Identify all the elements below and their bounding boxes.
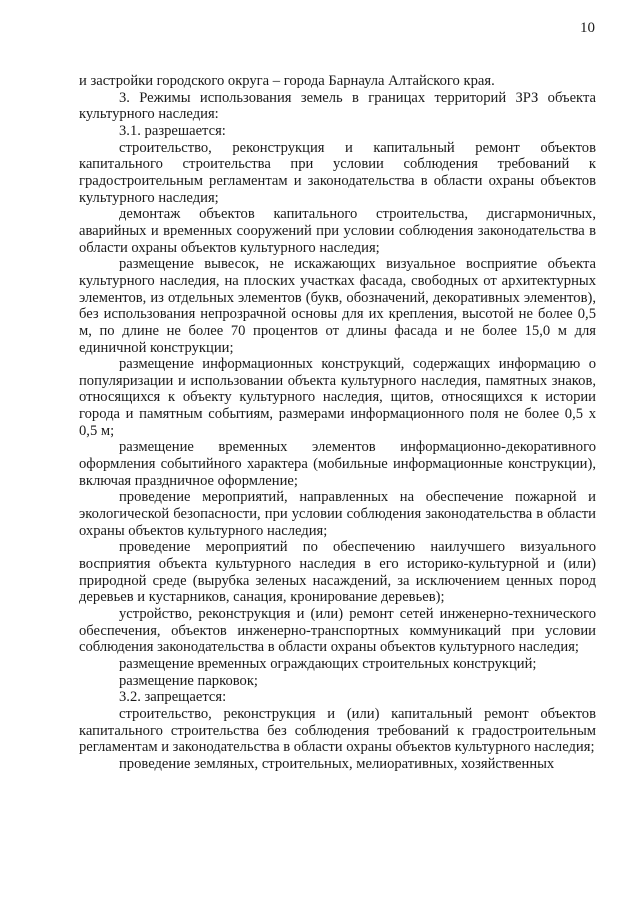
paragraph: размещение парковок; [119, 672, 258, 689]
paragraph: размещение временных элементов информационно-декоративного оформления событийного характера (мобильные информационные конструкции), включая праздничное оформление; [79, 439, 596, 489]
paragraph: и застройки городского округа – города Барнаула Алтайского края. [79, 73, 495, 89]
paragraph: 3.1. разрешается: [119, 122, 226, 139]
paragraph: размещение информационных конструкций, содержащих информацию о популяризации и использовании объекта культурного наследия, памятных знаков, относящихся к объекту культурного наследия, щитов, относящихся к истории города и памятным событиям, размерами информационного поля не более 0,5 х 0,5 м; [79, 356, 596, 439]
paragraph: проведение мероприятий, направленных на обеспечение пожарной и экологической безопасности, при условии соблюдения законодательства в области охраны объектов культурного наследия; [79, 489, 596, 539]
document-body [79, 73, 596, 773]
paragraph: 3.2. запрещается: [119, 689, 227, 706]
paragraph: строительство, реконструкция и (или) капитальный ремонт объектов капитального строительства без соблюдения требований к градостроительным регламентам и законодательства в области охраны объектов культурного наследия; [79, 705, 596, 756]
paragraph: проведение мероприятий по обеспечению наилучшего визуального восприятия объекта культурного наследия в его историко-культурной и (или) природной среде (вырубка зеленых насаждений, за исключением ценных пород деревьев и кустарников, санация, кронирование деревьев); [79, 539, 596, 606]
paragraph: демонтаж объектов капитального строительства, дисгармоничных, аварийных и временных сооружений при условии соблюдения законодательства в области охраны объектов культурного наследия; [79, 206, 596, 256]
paragraph: 3. Режимы использования земель в границах территорий ЗРЗ объекта культурного наследия: [79, 89, 596, 123]
paragraph: проведение земляных, строительных, мелиоративных, хозяйственных [119, 755, 555, 772]
paragraph: размещение временных ограждающих строительных конструкций; [119, 655, 537, 672]
page-number: 10 [580, 20, 595, 36]
paragraph: размещение вывесок, не искажающих визуальное восприятие объекта культурного наследия, на плоских участках фасада, свободных от архитектурных элементов, из отдельных элементов (букв, обозначений, декоративных элементов), без использования непрозрачной основы для их крепления, высотой не более 0,5 м, по длине не более 70 процентов от длины фасада и не более 15,0 м для единичной конструкции; [79, 256, 596, 356]
paragraph: строительство, реконструкция и капитальный ремонт объектов капитального строительства при условии соблюдения требований к градостроительным регламентам и законодательства в области охраны объектов культурного наследия; [79, 139, 596, 206]
paragraph: устройство, реконструкция и (или) ремонт сетей инженерно-технического обеспечения, объектов инженерно-транспортных коммуникаций при условии соблюдения законодательства в области охраны объектов культурного наследия; [79, 606, 596, 656]
